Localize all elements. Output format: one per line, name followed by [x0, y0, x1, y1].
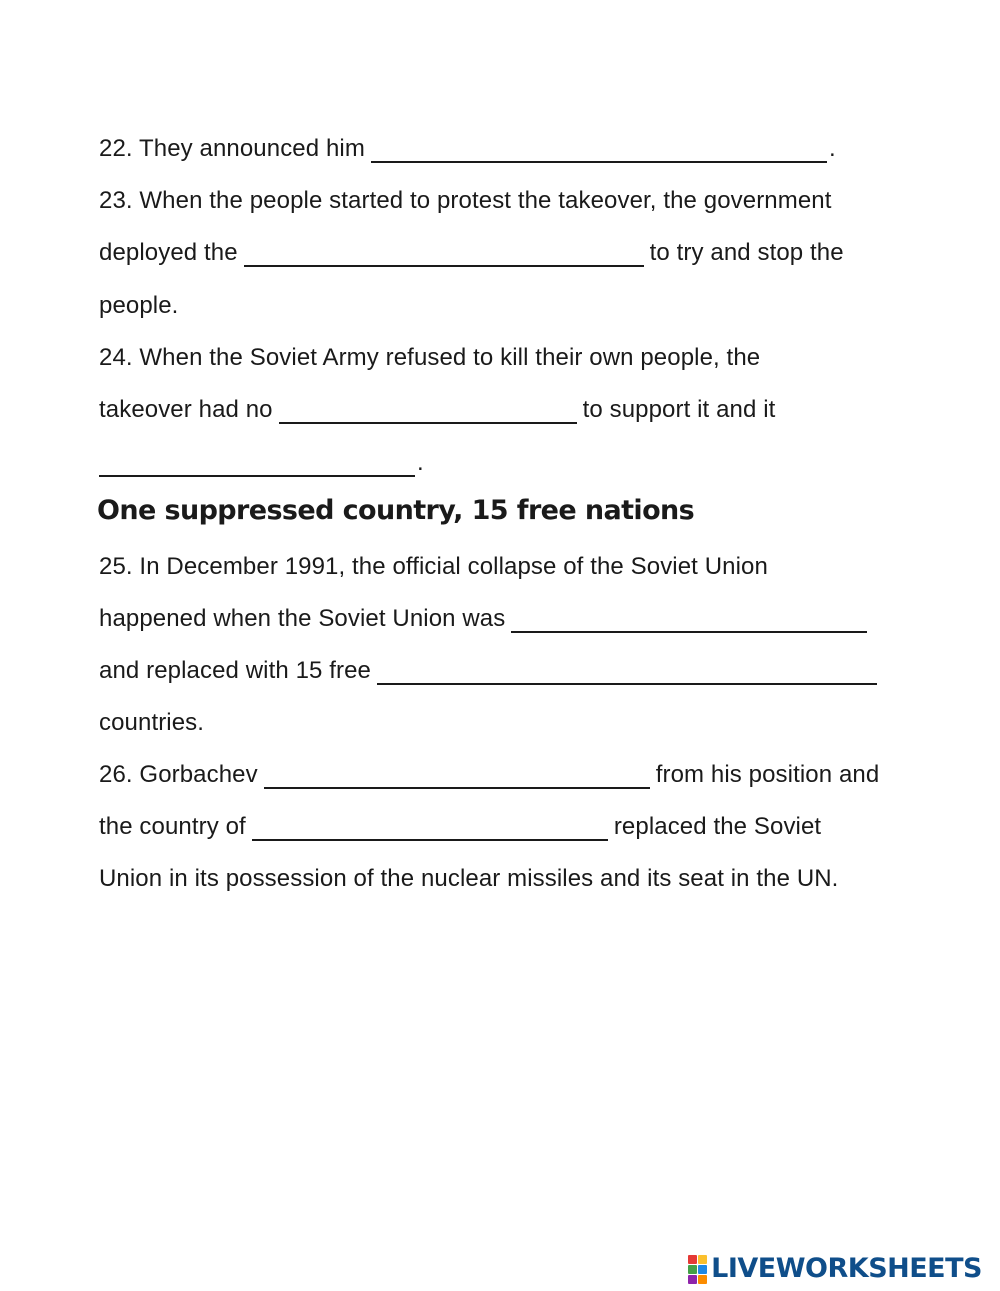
question-25-line-2 [99, 604, 873, 634]
question-26-line-2 [99, 812, 821, 842]
question-26-line-1 [99, 760, 879, 790]
question-23-text-3: to try and stop the [649, 239, 844, 266]
answer-23-input[interactable] [244, 241, 644, 267]
answer-24a-input[interactable] [279, 398, 577, 424]
question-22-end: . [828, 135, 836, 162]
liveworksheets-logo[interactable] [688, 1253, 982, 1285]
question-24-end: . [417, 449, 424, 476]
answer-25a-input[interactable] [511, 607, 867, 633]
question-23-text-4: people. [99, 292, 179, 319]
answer-26b-input[interactable] [252, 815, 608, 841]
question-24-line-2 [99, 395, 775, 425]
question-24-line-1 [99, 343, 760, 373]
question-23-text-2: deployed the [99, 239, 238, 266]
logo-blocks-icon [688, 1255, 707, 1284]
question-25-text-2: happened when the Soviet Union was [99, 605, 506, 632]
question-23-line-3 [99, 291, 178, 321]
logo-block [688, 1255, 697, 1264]
question-23-text-1: 23. When the people started to protest the takeover, the government [99, 187, 832, 214]
question-26-text-4: replaced the Soviet [613, 813, 822, 840]
logo-block [688, 1275, 697, 1284]
question-24-text-2: takeover had no [99, 396, 273, 423]
question-25-text-4: countries. [99, 709, 205, 736]
question-26-text-1: 26. Gorbachev [99, 761, 258, 788]
logo-text: LIVEWORKSHEETS [711, 1253, 982, 1284]
question-23-line-2 [99, 238, 844, 268]
answer-25b-input[interactable] [377, 659, 877, 685]
question-22-text: 22. They announced him [99, 135, 365, 162]
section-heading: One suppressed country, 15 free nations [97, 495, 695, 526]
logo-block [698, 1255, 707, 1264]
question-24-line-3 [99, 448, 424, 478]
question-25-line-1 [99, 552, 768, 582]
answer-26a-input[interactable] [264, 763, 650, 789]
question-26-text-2: from his position and [655, 761, 880, 788]
question-24-text-1: 24. When the Soviet Army refused to kill their own people, the [99, 344, 761, 371]
question-26-text-5: Union in its possession of the nuclear missiles and its seat in the UN. [99, 865, 839, 892]
question-22-line [99, 134, 836, 164]
answer-24b-input[interactable] [99, 451, 415, 477]
logo-block [698, 1275, 707, 1284]
answer-22-input[interactable] [371, 137, 827, 163]
question-24-text-3: to support it and it [582, 396, 776, 423]
question-25-text-3: and replaced with 15 free [99, 657, 372, 684]
question-23-line-1 [99, 186, 832, 216]
question-25-line-3 [99, 656, 883, 686]
question-26-line-3 [99, 864, 838, 894]
question-26-text-3: the country of [99, 813, 246, 840]
question-25-line-4 [99, 708, 204, 738]
logo-block [698, 1265, 707, 1274]
logo-block [688, 1265, 697, 1274]
question-25-text-1: 25. In December 1991, the official collapse of the Soviet Union [99, 553, 768, 580]
